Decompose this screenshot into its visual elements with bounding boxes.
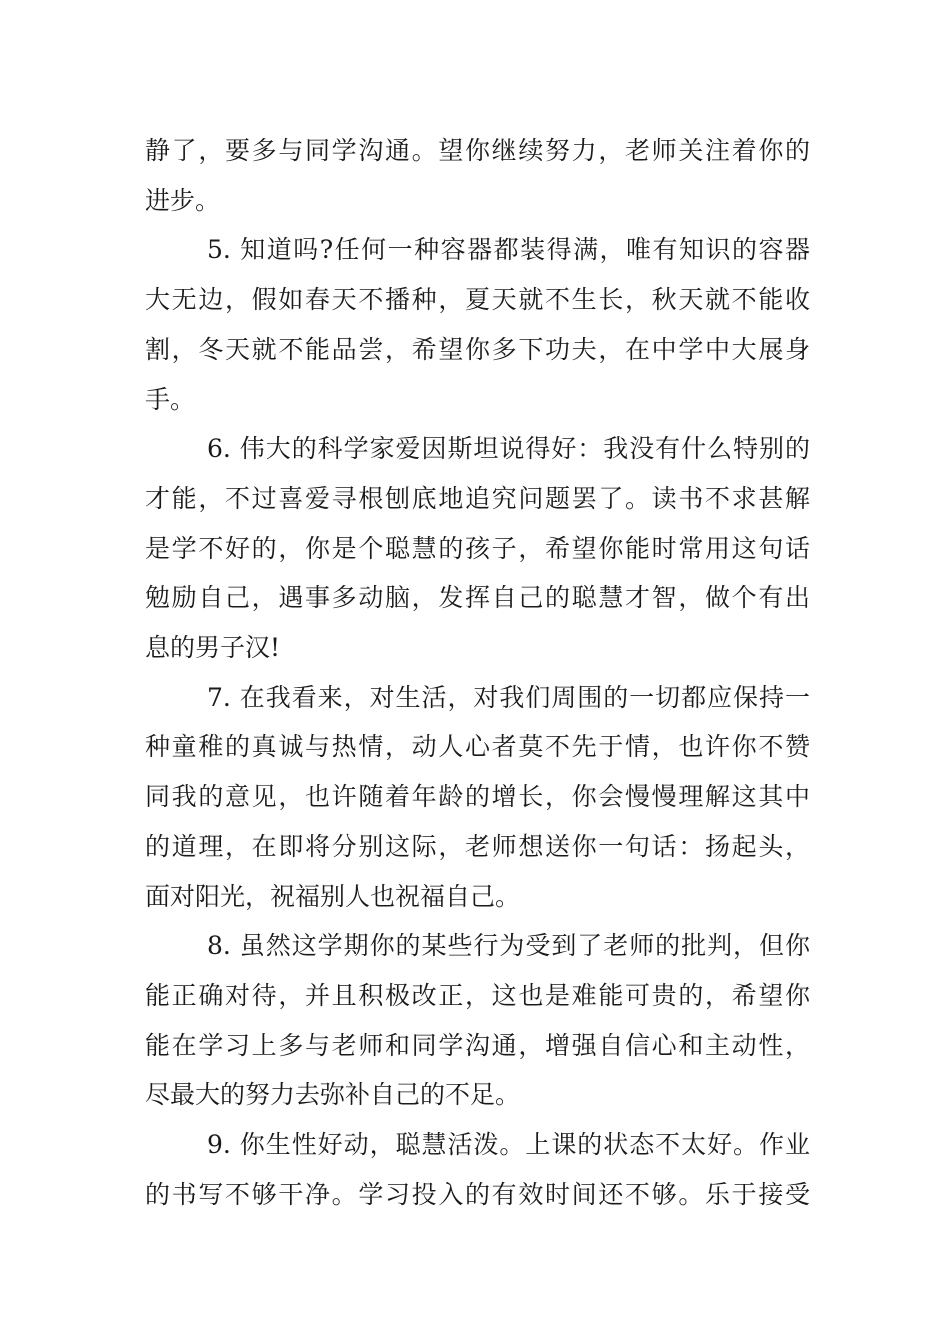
text-line: 8. 虽然这学期你的某些行为受到了老师的批判，但你 <box>207 931 810 961</box>
text-line: 5. 知道吗?任何一种容器都装得满，唯有知识的容器 <box>207 235 810 265</box>
text-line: 同我的意见，也许随着年龄的增长，你会慢慢理解这其中 <box>145 782 810 812</box>
text-line: 是学不好的，你是个聪慧的孩子，希望你能时常用这句话 <box>145 533 810 563</box>
text-line: 种童稚的真诚与热情，动人心者莫不先于情，也许你不赞 <box>145 732 810 762</box>
text-line: 的书写不够干净。学习投入的有效时间还不够。乐于接受 <box>145 1179 810 1209</box>
text-line: 尽最大的努力去弥补自己的不足。 <box>145 1080 521 1110</box>
text-line: 9. 你生性好动，聪慧活泼。上课的状态不太好。作业 <box>207 1130 810 1159</box>
text-line: 能正确对待，并且积极改正，这也是难能可贵的，希望你 <box>145 980 810 1010</box>
text-line: 割，冬天就不能品尝，希望你多下功夫，在中学中大展身 <box>145 334 810 364</box>
text-line: 6. 伟大的科学家爱因斯坦说得好：我没有什么特别的 <box>207 434 810 464</box>
text-line: 息的男子汉! <box>145 633 281 662</box>
text-line: 静了，要多与同学沟通。望你继续努力，老师关注着你的 <box>145 136 810 165</box>
text-line: 面对阳光，祝福别人也祝福自己。 <box>145 881 521 911</box>
text-line: 进步。 <box>145 185 221 215</box>
text-line: 手。 <box>145 384 196 414</box>
text-line: 才能，不过喜爱寻根刨底地追究问题罢了。读书不求甚解 <box>145 483 810 513</box>
text-line: 能在学习上多与老师和同学沟通，增强自信心和主动性， <box>145 1030 810 1060</box>
text-line: 的道理，在即将分别这际，老师想送你一句话：扬起头， <box>145 831 810 861</box>
text-line: 勉励自己，遇事多动脑，发挥自己的聪慧才智，做个有出 <box>145 583 810 613</box>
text-line: 7. 在我看来，对生活，对我们周围的一切都应保持一 <box>207 682 810 712</box>
text-line: 大无边，假如春天不播种，夏天就不生长，秋天就不能收 <box>145 285 810 315</box>
